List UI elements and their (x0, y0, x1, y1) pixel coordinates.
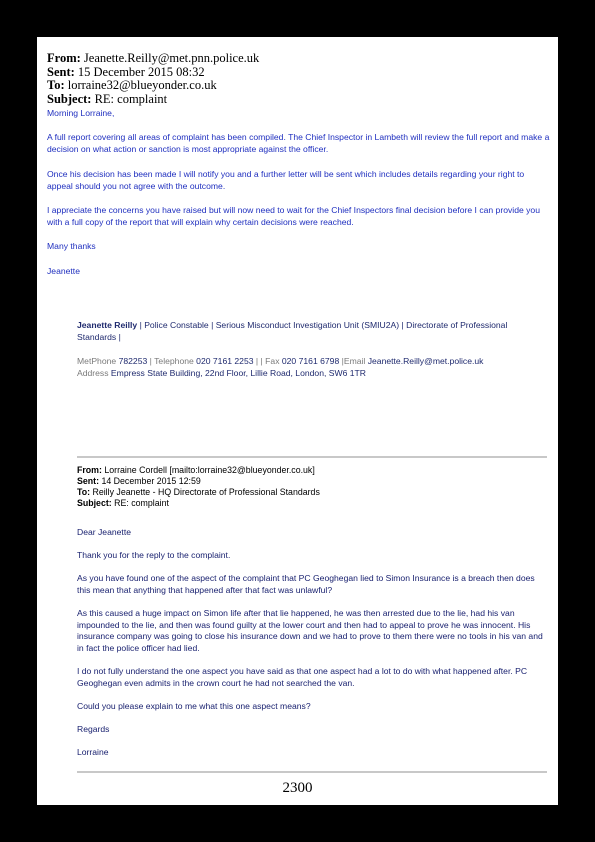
quoted-signoff: Lorraine (77, 747, 109, 757)
quoted-from-line: From: Lorraine Cordell [mailto:lorraine32@blueyonder.co.uk] (77, 465, 315, 475)
quoted-sent-line: Sent: 14 December 2015 12:59 (77, 476, 201, 486)
quoted-closing: Regards (77, 724, 110, 734)
signature-name: Jeanette Reilly (77, 320, 138, 330)
sent-line: Sent: 15 December 2015 08:32 (47, 64, 205, 79)
quoted-sent-date: 14 December 2015 12:59 (101, 476, 201, 486)
recipient-address: lorraine32@blueyonder.co.uk (67, 78, 217, 92)
email-header (47, 52, 259, 106)
fax-number: 020 7161 6798 (281, 356, 340, 366)
to-line: To: lorraine32@blueyonder.co.uk (47, 78, 217, 92)
bottom-divider (77, 771, 547, 773)
reply-paragraph-1: A full report covering all areas of complaint has been compiled. The Chief Inspector in Lambeth will review the full report and make a decision on what action or sanction is most appropriate against the officer. (47, 132, 550, 154)
reply-signoff: Jeanette (47, 266, 80, 276)
quoted-sender: Lorraine Cordell [mailto:lorraine32@blueyonder.co.uk] (104, 465, 315, 475)
quoted-subject-line: Subject: RE: complaint (77, 498, 169, 508)
signature-address-line: Address Empress State Building, 22nd Floor, Lillie Road, London, SW6 1TR (77, 368, 367, 378)
quoted-paragraph-1: Thank you for the reply to the complaint. (77, 550, 231, 560)
quoted-subject: RE: complaint (114, 498, 169, 508)
divider (77, 456, 547, 458)
from-line: From: Jeanette.Reilly@met.pnn.police.uk (47, 51, 260, 65)
sender-address: Jeanette.Reilly@met.pnn.police.uk (83, 51, 260, 65)
reply-paragraph-2: Once his decision has been made I will notify you and a further letter will be sent which includes details regarding your right to appeal should you not agree with the outcome. (47, 169, 525, 191)
page-number: 2300 (282, 780, 313, 796)
quoted-paragraph-5: Could you please explain to me what this one aspect means? (77, 701, 311, 711)
quoted-greeting: Dear Jeanette (77, 527, 131, 537)
quoted-to-line: To: Reilly Jeanette - HQ Directorate of Professional Standards (77, 487, 320, 497)
reply-closing: Many thanks (47, 241, 96, 251)
reply-paragraph-3: I appreciate the concerns you have raised but will now need to wait for the Chief Inspectors final decision before I can provide you with a full copy of the report that will explain why certain decisions were reached. (47, 205, 540, 227)
signature-role: | Police Constable | Serious Misconduct Investigation Unit (SMIU2A) | Directorate of Professional Standards | (77, 320, 508, 342)
quoted-paragraph-2: As you have found one of the aspect of the complaint that PC Geoghegan lied to Simon Insurance is a breach then does this mean that anything that happened after that fact was unlawful? (77, 573, 535, 595)
telephone-number: 020 7161 2253 (196, 356, 254, 366)
signature-address: Empress State Building, 22nd Floor, Lillie Road, London, SW6 1TR (110, 368, 367, 378)
quoted-paragraph-4: I do not fully understand the one aspect you have said as that one aspect had a lot to do with what happened after. PC Geoghegan even admits in the crown court he had not searched the van. (77, 666, 528, 688)
subject-line: Subject: RE: complaint (47, 91, 168, 106)
quoted-email-header (77, 465, 320, 509)
quoted-recipient: Reilly Jeanette - HQ Directorate of Professional Standards (92, 487, 320, 497)
metphone-number: 782253 (118, 356, 148, 366)
subject-text: RE: complaint (94, 91, 168, 106)
document-page (37, 37, 558, 805)
signature-email: Jeanette.Reilly@met.police.uk (367, 356, 484, 366)
sent-date: 15 December 2015 08:32 (77, 64, 205, 79)
signature-contacts: MetPhone 782253 | Telephone 020 7161 2253 | | Fax 020 7161 6798 |Email Jeanette.Reilly@met.police.uk (77, 356, 484, 366)
signature-block (77, 319, 547, 343)
quoted-paragraph-3: As this caused a huge impact on Simon life after that lie happened, he was then arrested due to the lie, had his van impounded to the lie, and then was found guilty at the lower court and then had to appeal to prove he was innocent. His insurance company was going to close his insurance down and we had to prove to them there were no tools in his van and in fact the police officer had lied. (77, 608, 543, 653)
reply-greeting: Morning Lorraine, (47, 108, 115, 118)
